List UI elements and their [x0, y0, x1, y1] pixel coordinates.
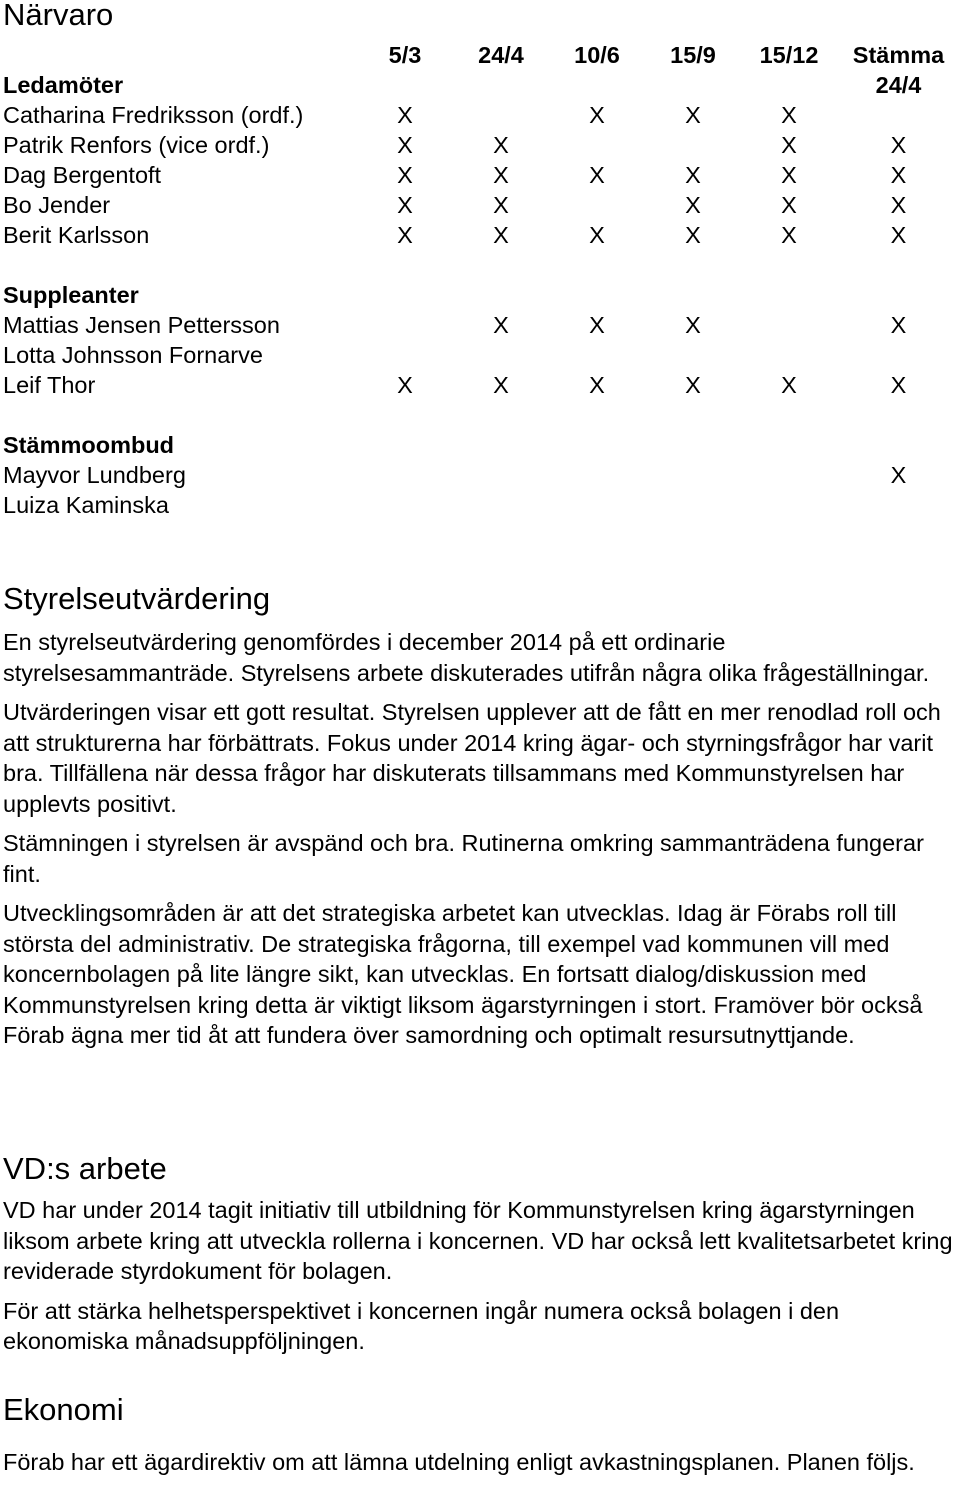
attendance-mark: X [493, 312, 509, 338]
attendance-mark: X [685, 222, 701, 248]
attendance-mark: X [890, 222, 907, 248]
attendance-mark [741, 490, 837, 520]
attendance-mark [549, 190, 645, 220]
attendance-mark: X [493, 222, 509, 248]
paragraph: VD har under 2014 tagit initiativ till utbildning för Kommunstyrelsen kring ägarstyrningen liksom arbete kring att utveckla rollerna i koncernen. VD har också lett kvalitetsarbetet kring reviderade styrdokument för bolagen. [3, 1197, 953, 1284]
column-header-date: 5/3 [388, 42, 422, 68]
attendance-mark: X [685, 192, 701, 218]
attendance-mark: X [781, 192, 797, 218]
paragraph: Stämningen i styrelsen är avspänd och bra. Rutinerna omkring sammanträdena fungerar fint. [3, 830, 924, 887]
attendance-mark: X [589, 312, 605, 338]
paragraph: En styrelseutvärdering genomfördes i december 2014 på ett ordinarie styrelsesammanträde. Styrelsens arbete diskuterades utifrån några olika frågeställningar. [3, 629, 930, 686]
attendance-mark: X [397, 192, 413, 218]
attendance-mark [741, 340, 837, 370]
attendance-mark: X [685, 162, 701, 188]
paragraph: Förab har ett ägardirektiv om att lämna utdelning enligt avkastningsplanen. Planen följs. [3, 1449, 915, 1475]
attendance-mark [645, 340, 741, 370]
attendance-mark: X [781, 372, 797, 398]
paragraph: För att stärka helhetsperspektivet i koncernen ingår numera också bolagen i den ekonomiska månadsuppföljningen. [3, 1297, 840, 1354]
attendance-mark [453, 100, 549, 130]
column-header-stamma: Stämma [852, 42, 945, 68]
attendance-mark: X [685, 312, 701, 338]
column-header-date: 15/9 [670, 42, 716, 68]
attendance-mark [453, 340, 549, 370]
group-label-ledamoter: Ledamöter [3, 72, 124, 98]
attendance-mark [549, 340, 645, 370]
attendance-mark [645, 490, 741, 520]
member-row [0, 340, 960, 370]
column-header-stamma-date: 24/4 [875, 72, 922, 98]
section-heading-vds-arbete: VD:s arbete [3, 1151, 167, 1186]
member-name: Lotta Johnsson Fornarve [3, 342, 263, 368]
member-row [0, 310, 960, 340]
section-heading-ekonomi: Ekonomi [3, 1392, 124, 1427]
section-body-styrelseutvardering [3, 627, 953, 1060]
attendance-mark [357, 310, 453, 340]
attendance-mark [357, 340, 453, 370]
attendance-mark [453, 490, 549, 520]
member-row [0, 370, 960, 400]
attendance-mark: X [890, 312, 907, 338]
member-name: Patrik Renfors (vice ordf.) [3, 132, 270, 158]
member-name: Luiza Kaminska [3, 492, 169, 518]
attendance-mark: X [397, 372, 413, 398]
section-body-ekonomi [3, 1447, 953, 1487]
member-name: Catharina Fredriksson (ordf.) [3, 102, 304, 128]
header-empty-cell [0, 40, 357, 70]
attendance-mark: X [589, 162, 605, 188]
attendance-mark [645, 460, 741, 490]
attendance-mark: X [685, 372, 701, 398]
attendance-mark: X [589, 372, 605, 398]
attendance-mark: X [589, 102, 605, 128]
attendance-mark [837, 100, 960, 130]
group-label-stammoombud: Stämmoombud [3, 432, 175, 458]
attendance-table [0, 40, 960, 520]
spacer-row [0, 400, 960, 430]
attendance-mark: X [397, 162, 413, 188]
attendance-mark [837, 340, 960, 370]
member-name: Dag Bergentoft [3, 162, 162, 188]
attendance-mark: X [685, 102, 701, 128]
attendance-mark: X [589, 222, 605, 248]
attendance-mark: X [890, 462, 907, 488]
attendance-mark: X [493, 132, 509, 158]
member-row [0, 100, 960, 130]
attendance-mark [453, 460, 549, 490]
member-name: Berit Karlsson [3, 222, 150, 248]
attendance-mark: X [397, 222, 413, 248]
group-row [0, 70, 960, 100]
attendance-mark [357, 460, 453, 490]
column-header-date: 24/4 [478, 42, 524, 68]
section-body-vds-arbete [3, 1195, 953, 1366]
attendance-mark [549, 460, 645, 490]
attendance-mark [549, 130, 645, 160]
attendance-mark [645, 130, 741, 160]
attendance-mark [357, 490, 453, 520]
paragraph: Utvärderingen visar ett gott resultat. Styrelsen upplever att de fått en mer renodlad roll och att strukturerna har förbättrats. Fokus under 2014 kring ägar- och styrningsfrågor har varit bra. Tillfällena när dessa frågor har diskuterats tillsammans med Kommunstyrelsen har upplevts positivt. [3, 699, 941, 817]
paragraph: Utvecklingsområden är att det strategiska arbetet kan utvecklas. Idag är Förabs roll till största del administrativ. De strategiska frågorna, till exempel vad kommunen vill med koncernbolagen på lite längre sikt, kan utvecklas. En fortsatt dialog/diskussion med Kommunstyrelsen kring detta är viktigt liksom ägarstyrningen i stort. Framöver bör också Förab ägna mer tid åt att fundera över samordning och optimalt resursutnyttjande. [3, 900, 923, 1048]
attendance-mark: X [890, 132, 907, 158]
member-row [0, 190, 960, 220]
attendance-mark [741, 460, 837, 490]
attendance-mark: X [493, 192, 509, 218]
member-row [0, 490, 960, 520]
column-header-date: 10/6 [574, 42, 620, 68]
attendance-mark: X [493, 162, 509, 188]
attendance-mark: X [890, 162, 907, 188]
attendance-mark: X [890, 372, 907, 398]
spacer-row [0, 250, 960, 280]
column-header-date: 15/12 [759, 42, 819, 68]
attendance-mark [741, 310, 837, 340]
attendance-mark: X [781, 102, 797, 128]
member-name: Leif Thor [3, 372, 96, 398]
member-row [0, 160, 960, 190]
member-name: Mayvor Lundberg [3, 462, 186, 488]
attendance-mark: X [781, 132, 797, 158]
section-heading-styrelseutvardering: Styrelseutvärdering [3, 581, 271, 616]
group-label-suppleanter: Suppleanter [3, 282, 139, 308]
attendance-mark: X [890, 192, 907, 218]
member-row [0, 130, 960, 160]
attendance-mark: X [493, 372, 509, 398]
member-name: Bo Jender [3, 192, 111, 218]
header-row [0, 40, 960, 70]
member-row [0, 460, 960, 490]
attendance-mark: X [781, 222, 797, 248]
attendance-mark: X [781, 162, 797, 188]
attendance-mark [549, 490, 645, 520]
attendance-title: Närvaro [3, 0, 114, 32]
member-row [0, 220, 960, 250]
attendance-mark: X [397, 102, 413, 128]
member-name: Mattias Jensen Pettersson [3, 312, 280, 338]
group-row [0, 280, 960, 310]
attendance-mark: X [397, 132, 413, 158]
attendance-mark [837, 490, 960, 520]
group-row [0, 430, 960, 460]
